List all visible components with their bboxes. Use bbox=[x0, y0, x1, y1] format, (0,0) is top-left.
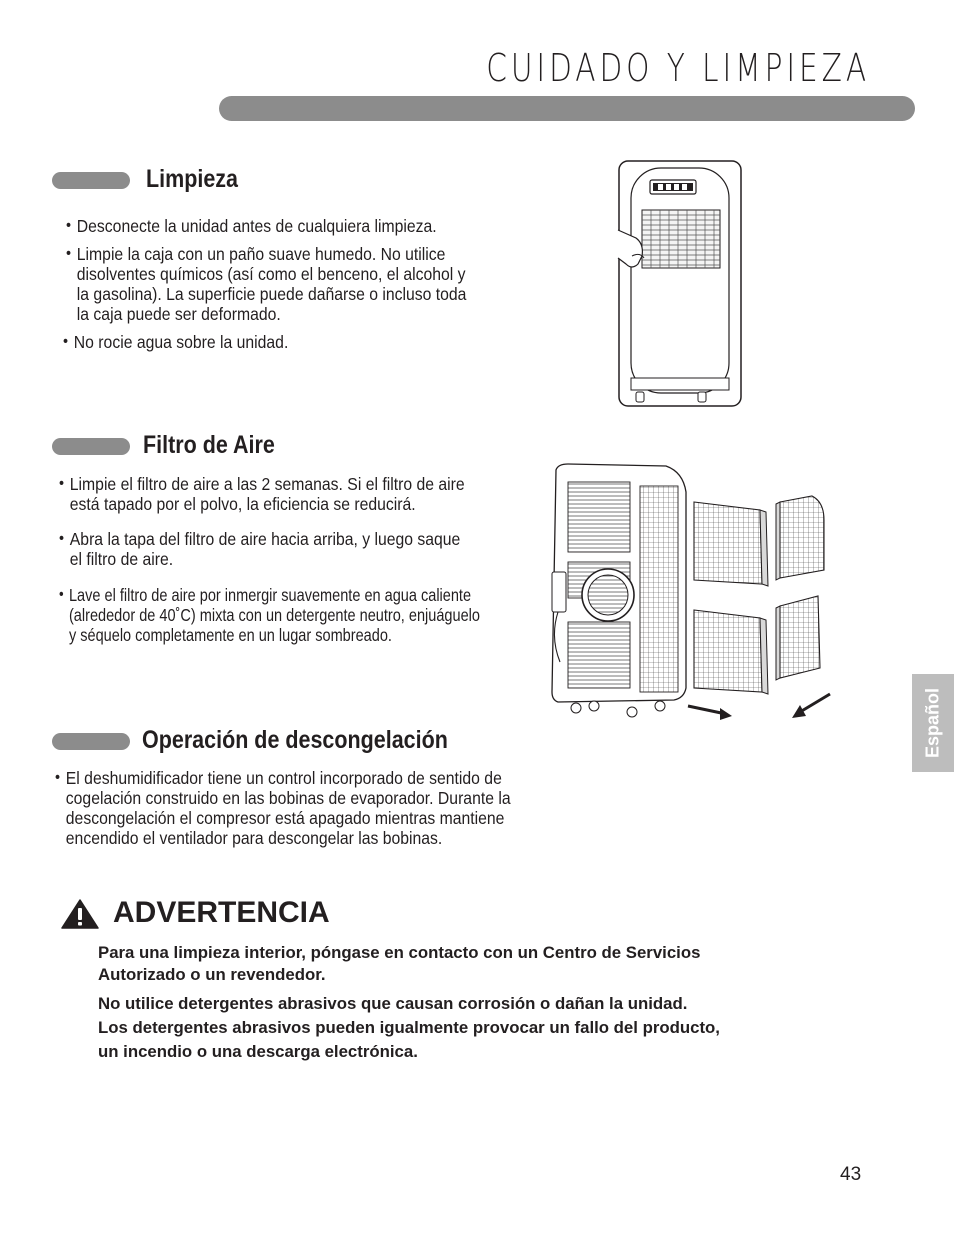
page-title: CUIDADO Y LIMPIEZA bbox=[486, 46, 870, 90]
bullet-item: • No rocie agua sobre la unidad. bbox=[63, 332, 466, 352]
warning-triangle-icon bbox=[61, 899, 99, 929]
title-bar bbox=[219, 96, 915, 121]
warning-paragraph: No utilice detergentes abrasivos que causan corrosión o dañan la unidad. Los detergentes abrasivos pueden igualmente provocar un fallo del producto, un incendio o una descarga electrónica. bbox=[98, 994, 720, 1061]
language-tab-label: Español bbox=[922, 687, 943, 759]
section-marker-descongelacion bbox=[52, 733, 130, 750]
bullet-item: • Limpie el filtro de aire a las 2 semanas. Si el filtro de aire está tapado por el polvo, la eficiencia se reducirá. bbox=[59, 474, 515, 514]
bullet-item: • Desconecte la unidad antes de cualquiera limpieza. bbox=[66, 216, 466, 236]
bullet-item: • El deshumidificador tiene un control incorporado de sentido de cogelación construido en las bobinas de evaporador. Durante la descongelación el compresor está apagado mientras mantiene encendido el ventilador para descongelar las bobinas. bbox=[55, 768, 511, 848]
bullet-item: • Abra la tapa del filtro de aire hacia arriba, y luego saque el filtro de aire. bbox=[59, 529, 515, 569]
warning-paragraph: Para una limpieza interior, póngase en contacto con un Centro de Servicios Autorizado o un revendedor. bbox=[98, 943, 701, 984]
language-tab bbox=[912, 674, 954, 772]
section-marker-limpieza bbox=[52, 172, 130, 189]
bullet-list-limpieza bbox=[66, 216, 511, 352]
section-heading-limpieza: Limpieza bbox=[146, 165, 239, 193]
unit-front-illustration bbox=[618, 160, 744, 410]
section-marker-filtro bbox=[52, 438, 130, 455]
bullet-list-filtro bbox=[59, 474, 566, 645]
section-heading-filtro: Filtro de Aire bbox=[143, 431, 275, 459]
bullet-item: • Limpie la caja con un paño suave humedo. No utilice disolventes químicos (así como el benceno, el alcohol y la gasolina). La superficie puede dañarse o incluso toda la caja puede ser deformado. bbox=[66, 244, 466, 324]
unit-back-filter-illustration bbox=[548, 462, 833, 724]
bullet-list-descongelacion bbox=[55, 768, 561, 848]
warning-title: ADVERTENCIA bbox=[113, 896, 330, 929]
page-number: 43 bbox=[840, 1164, 862, 1185]
bullet-item: • Lave el filtro de aire por inmergir suavemente en agua caliente (alrededor de 40˚C) mixta con un detergente neutro, enjuáguelo y séquelo completamente en un lugar sombreado. bbox=[59, 585, 480, 645]
section-heading-descongelacion: Operación de descongelación bbox=[142, 726, 448, 754]
